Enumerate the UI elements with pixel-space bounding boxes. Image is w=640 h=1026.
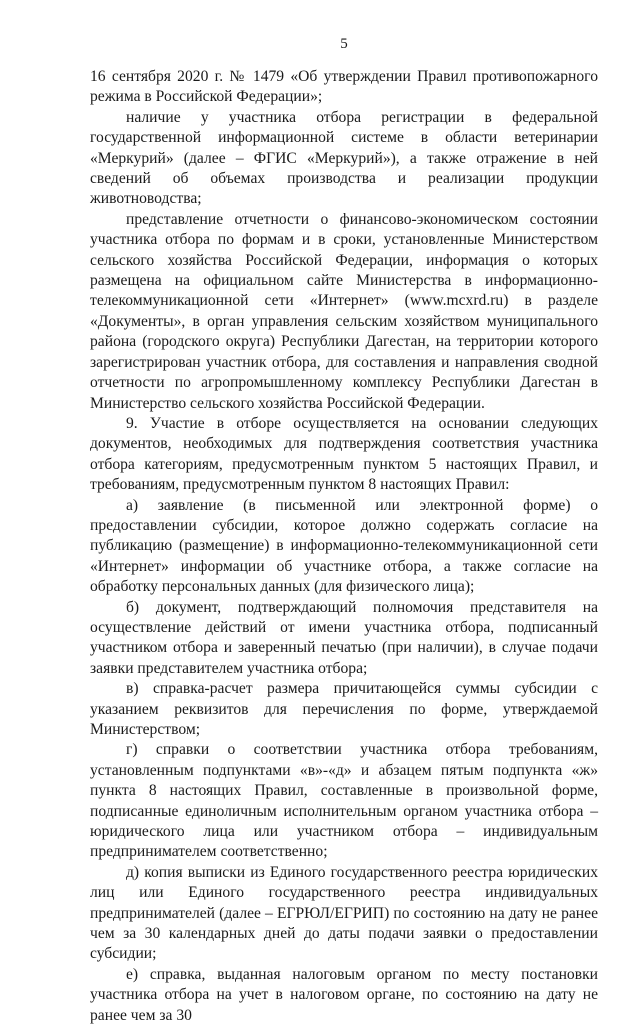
- paragraph: а) заявление (в письменной или электронной форме) о предоставлении субсидии, которое должно содержать согласие на публикацию (размещение) в информационно-телекоммуникационной сети «Интернет» информации об участнике отбора, а также согласие на обработку персональных данных (для физического лица);: [90, 496, 598, 596]
- paragraph: представление отчетности о финансово-экономическом состоянии участника отбора по формам и в сроки, установленные Министерством сельского хозяйства Российской Федерации, информация о которых размещена на официальном сайте Министерства в информационно-телекоммуникационной сети «Интернет» (www.mcxrd.ru) в разделе «Документы», в орган управления сельским хозяйством муниципального района (городского округа) Республики Дагестан, на территории которого зарегистрирован участник отбора, для составления и направления сводной отчетности по агропромышленному комплексу Республики Дагестан в Министерство сельского хозяйства Российской Федерации.: [90, 210, 598, 412]
- document-body: [90, 67, 598, 1026]
- paragraph: д) копия выписки из Единого государственного реестра юридических лиц или Единого государственного реестра индивидуальных предпринимателей (далее – ЕГРЮЛ/ЕГРИП) по состоянию на дату не ранее чем за 30 календарных дней до даты подачи заявки о предоставлении субсидии;: [90, 863, 598, 963]
- paragraph: 16 сентября 2020 г. № 1479 «Об утверждении Правил противопожарного режима в Российской Федерации»;: [90, 68, 598, 106]
- paragraph: б) документ, подтверждающий полномочия представителя на осуществление действий от имени участника отбора, подписанный участником отбора и заверенный печатью (при наличии), в случае подачи заявки представителем участника отбора;: [90, 598, 598, 677]
- paragraph: е) справка, выданная налоговым органом по месту постановки участника отбора на учет в налоговом органе, по состоянию на дату не ранее чем за 30: [90, 965, 598, 1024]
- page-number: 5: [340, 36, 348, 52]
- paragraph: 9. Участие в отборе осуществляется на основании следующих документов, необходимых для подтверждения соответствия участника отбора категориям, предусмотренным пунктом 5 настоящих Правил, и требованиям, предусмотренным пунктом 8 настоящих Правил:: [90, 414, 598, 494]
- paragraph: в) справка-расчет размера причитающейся суммы субсидии с указанием реквизитов для перечисления по форме, утверждаемой Министерством;: [90, 680, 598, 738]
- paragraph: г) справки о соответствии участника отбора требованиям, установленным подпунктами «в»-«д» и абзацем пятым подпункта «ж» пункта 8 настоящих Правил, составленные в произвольной форме, подписанные единоличным исполнительным органом участника отбора – юридического лица или участником отбора – индивидуальным предпринимателем соответственно;: [90, 741, 598, 861]
- paragraph: наличие у участника отбора регистрации в федеральной государственной информационной системе в области ветеринарии «Меркурий» (далее – ФГИС «Меркурий»), а также отражение в ней сведений об объемах производства и реализации продукции животноводства;: [90, 108, 598, 208]
